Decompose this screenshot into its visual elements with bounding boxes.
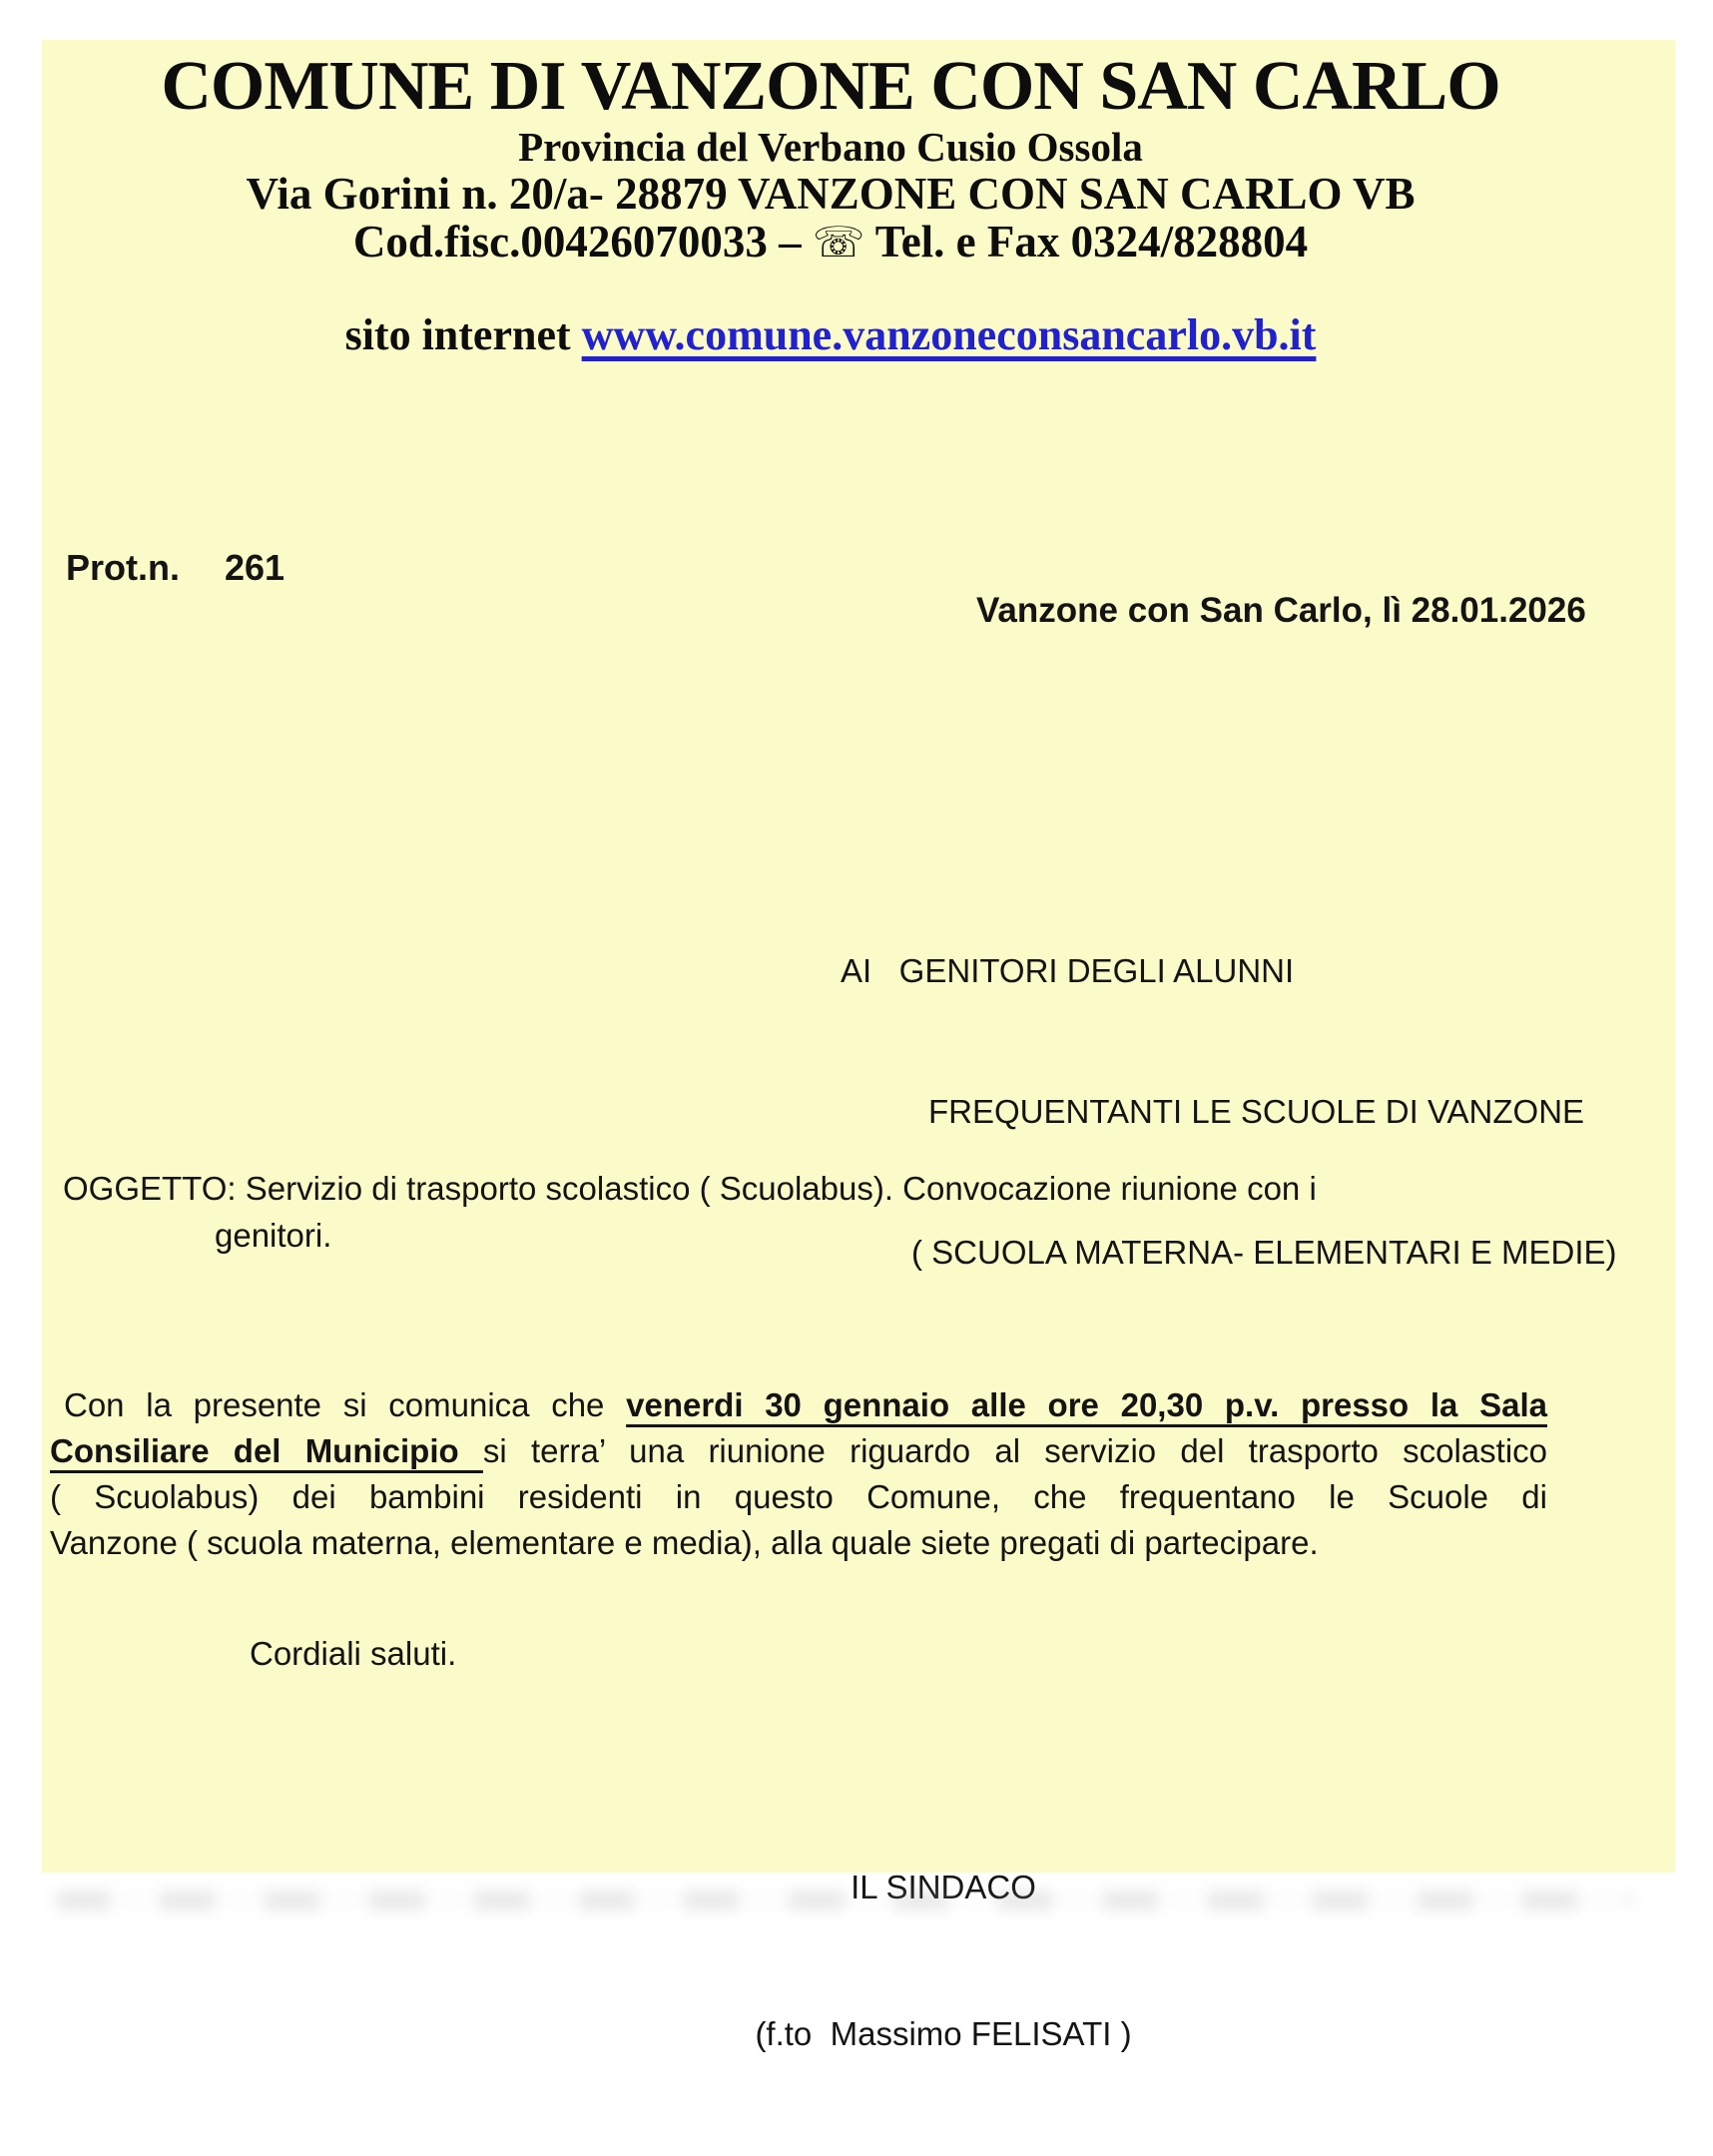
body-line-4: Vanzone ( scuola materna, elementare e media), alla quale siete pregati di partecipare. bbox=[50, 1524, 1319, 1561]
subject-line-1: OGGETTO: Servizio di trasporto scolastico ( Scuolabus). Convocazione riunione con i bbox=[63, 1170, 1317, 1207]
protocol-label: Prot.n. bbox=[66, 547, 180, 588]
fiscal-code-text: Cod.fisc.00426070033 – bbox=[352, 217, 813, 267]
fiscal-phone-line bbox=[42, 218, 1619, 267]
municipality-title: COMUNE DI VANZONE CON SAN CARLO bbox=[161, 48, 1500, 125]
protocol-number: 261 bbox=[225, 547, 286, 588]
recipient-line-1: AI GENITORI DEGLI ALUNNI bbox=[841, 952, 1295, 989]
protocol-line bbox=[66, 547, 285, 589]
tel-fax-text: Tel. e Fax 0324/828804 bbox=[864, 217, 1309, 267]
body-paragraph bbox=[50, 1382, 1547, 1566]
recipient-line-3: ( SCUOLA MATERNA- ELEMENTARI E MEDIE) bbox=[911, 1234, 1617, 1271]
address-line: Via Gorini n. 20/a- 28879 VANZONE CON SAN CARLO VB bbox=[246, 169, 1416, 219]
website-line bbox=[42, 310, 1619, 360]
signature-block bbox=[694, 1765, 1193, 2156]
body-line-3: ( Scuolabus) dei bambini residenti in questo Comune, che frequentano le Scuole di bbox=[50, 1478, 1547, 1515]
recipient-line-2: FREQUENTANTI LE SCUOLE DI VANZONE bbox=[928, 1093, 1585, 1130]
closing-salutation: Cordiali saluti. bbox=[250, 1635, 457, 1672]
letter-page bbox=[42, 40, 1675, 2052]
scan-artifact-strip bbox=[55, 1890, 1632, 1910]
website-link[interactable]: www.comune.vanzoneconsancarlo.vb.it bbox=[581, 310, 1317, 359]
telephone-icon: ☏ bbox=[812, 218, 865, 267]
signer-role: IL SINDACO bbox=[851, 1869, 1036, 1905]
body-line-1-text: Con la presente si comunica che bbox=[64, 1386, 627, 1423]
website-label: sito internet bbox=[344, 310, 582, 359]
letterhead bbox=[42, 50, 1675, 360]
body-line-2-highlight: Consiliare del Municipio bbox=[50, 1432, 483, 1469]
body-line-2-text: si terra’ una riunione riguardo al servizio del trasporto scolastico bbox=[482, 1432, 1548, 1469]
subject-line-2: genitori. bbox=[215, 1217, 332, 1254]
place-date-line: Vanzone con San Carlo, lì 28.01.2026 bbox=[976, 591, 1586, 630]
signer-name: (f.to Massimo FELISATI ) bbox=[755, 2015, 1132, 2052]
body-line-2 bbox=[50, 1428, 1547, 1474]
province-subtitle: Provincia del Verbano Cusio Ossola bbox=[518, 124, 1143, 170]
body-line-1 bbox=[50, 1382, 1547, 1428]
body-line-1-highlight: venerdi 30 gennaio alle ore 20,30 p.v. presso la Sala bbox=[626, 1386, 1547, 1423]
subject-block bbox=[63, 1165, 1317, 1259]
recipient-block bbox=[841, 853, 1617, 1369]
